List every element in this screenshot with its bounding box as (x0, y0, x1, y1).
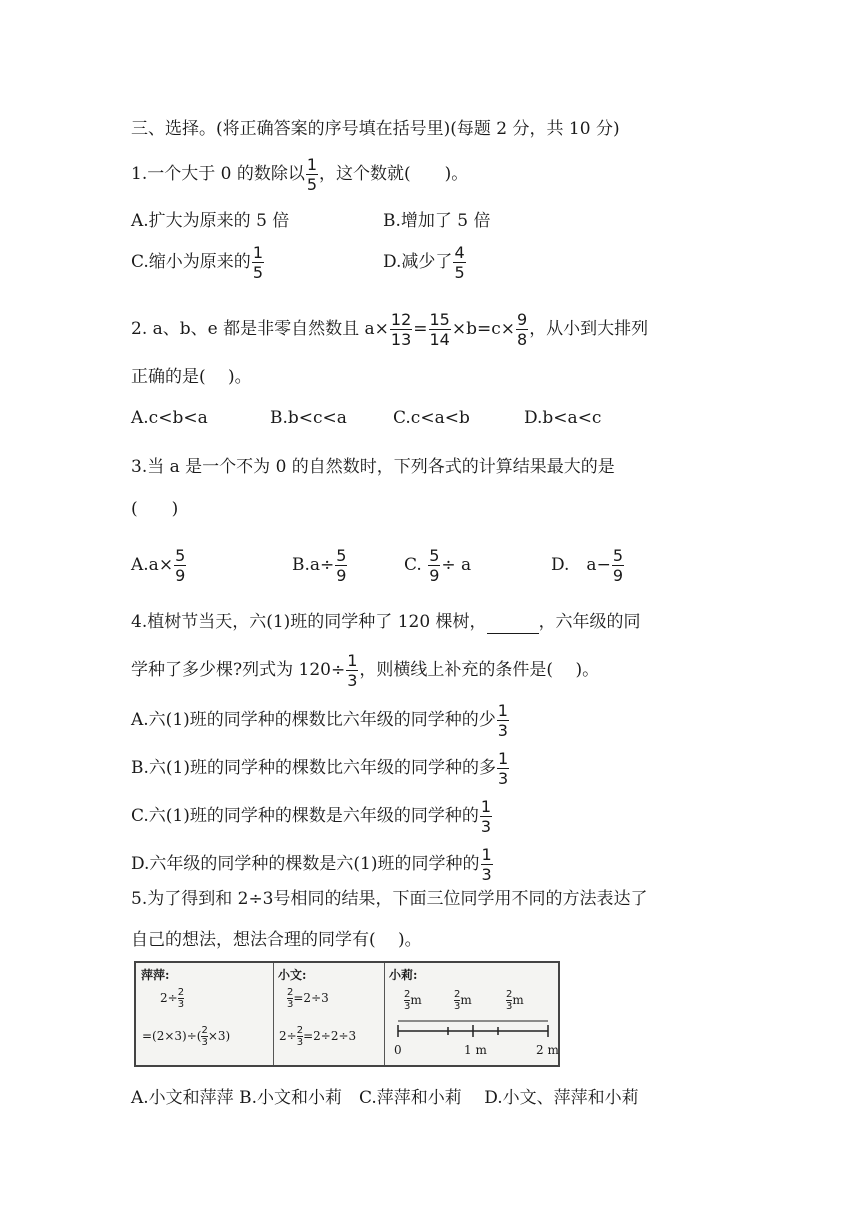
q1-fraction: $\frac{1}{5}$ (306, 155, 318, 194)
q1-option-b[interactable]: B.增加了 5 倍 (383, 211, 491, 231)
q4-option-b[interactable]: B.六(1)班的同学种的棵数比六年级的同学种的多 $\frac{1}{3}$ (131, 749, 509, 788)
q3-option-b[interactable]: B.a÷ $\frac{5}{9}$ (292, 546, 347, 585)
q4-option-c[interactable]: C.六(1)班的同学种的棵数是六年级的同学种的 $\frac{1}{3}$ (131, 797, 492, 836)
question-1 (131, 155, 468, 194)
q5-options[interactable]: A.小文和萍萍 B.小文和小莉 C.萍萍和小莉 D.小文、萍萍和小莉 (131, 1088, 639, 1108)
q4-option-d[interactable]: D.六年级的同学种的棵数是六(1)班的同学种的 $\frac{1}{3}$ (131, 845, 492, 884)
q2-option-c[interactable]: C.c<a<b (393, 408, 470, 428)
section-title: 三、选择。(将正确答案的序号填在括号里)(每题 2 分，共 10 分) (131, 119, 620, 139)
q4-line1: 4.植树节当天，六(1)班的同学种了 120 棵树， ，六年级的同 (131, 612, 641, 632)
q1-suffix: ，这个数就( )。 (319, 164, 469, 184)
q3-line2: ( ) (131, 499, 179, 519)
q1-option-c[interactable]: C.缩小为原来的 $\frac{1}{5}$ (131, 243, 263, 282)
panel-pingping: 萍萍: 2÷ $\frac{2}{3}$ =(2×3)÷( $\frac{2}{3}$ ×3) (136, 963, 274, 1065)
q4-option-a[interactable]: A.六(1)班的同学种的棵数比六年级的同学种的少 $\frac{1}{3}$ (131, 701, 508, 740)
q5-line1: 5.为了得到和 2÷3号相同的结果，下面三位同学用不同的方法表达了 (131, 889, 648, 909)
q2-option-b[interactable]: B.b<c<a (270, 408, 347, 428)
q1-option-a[interactable]: A.扩大为原来的 5 倍 (131, 211, 290, 231)
q2-option-a[interactable]: A.c<b<a (131, 408, 208, 428)
q2-option-d[interactable]: D.b<a<c (524, 408, 602, 428)
q1-text: 1.一个大于 0 的数除以 (131, 164, 305, 184)
q3-option-d[interactable]: D. a− $\frac{5}{9}$ (551, 546, 623, 585)
q4-line2: 学种了多少棵?列式为 120÷ $\frac{1}{3}$ ，则横线上补充的条件是( )。 (131, 651, 600, 690)
question-2: 2. a、b、e 都是非零自然数且 a× $\frac{12}{13}$ = $\frac{15}{14}$ ×b=c× $\frac{9}{8}$ ，从小到大排列 (131, 310, 649, 349)
panel-xiaoli: 小莉: $\frac{2}{3}$ m $\frac{2}{3}$ m $\frac{2}{3}$ m 0 1 m 2 m (384, 963, 558, 1065)
q3-option-c[interactable]: C. $\frac{5}{9}$ ÷ a (404, 546, 472, 585)
panel-xiaowen: 小文: $\frac{2}{3}$ =2÷3 2÷ $\frac{2}{3}$ =2÷2÷3 (273, 963, 385, 1065)
q5-line2: 自己的想法，想法合理的同学有( )。 (131, 930, 422, 950)
q4-blank[interactable] (487, 617, 539, 634)
q3-line1: 3.当 a 是一个不为 0 的自然数时，下列各式的计算结果最大的是 (131, 457, 615, 477)
q5-figure (134, 961, 560, 1067)
q2-line2: 正确的是( )。 (131, 367, 252, 387)
q1-option-d[interactable]: D.减少了 $\frac{4}{5}$ (383, 243, 465, 282)
q3-option-a[interactable]: A.a× $\frac{5}{9}$ (131, 546, 186, 585)
